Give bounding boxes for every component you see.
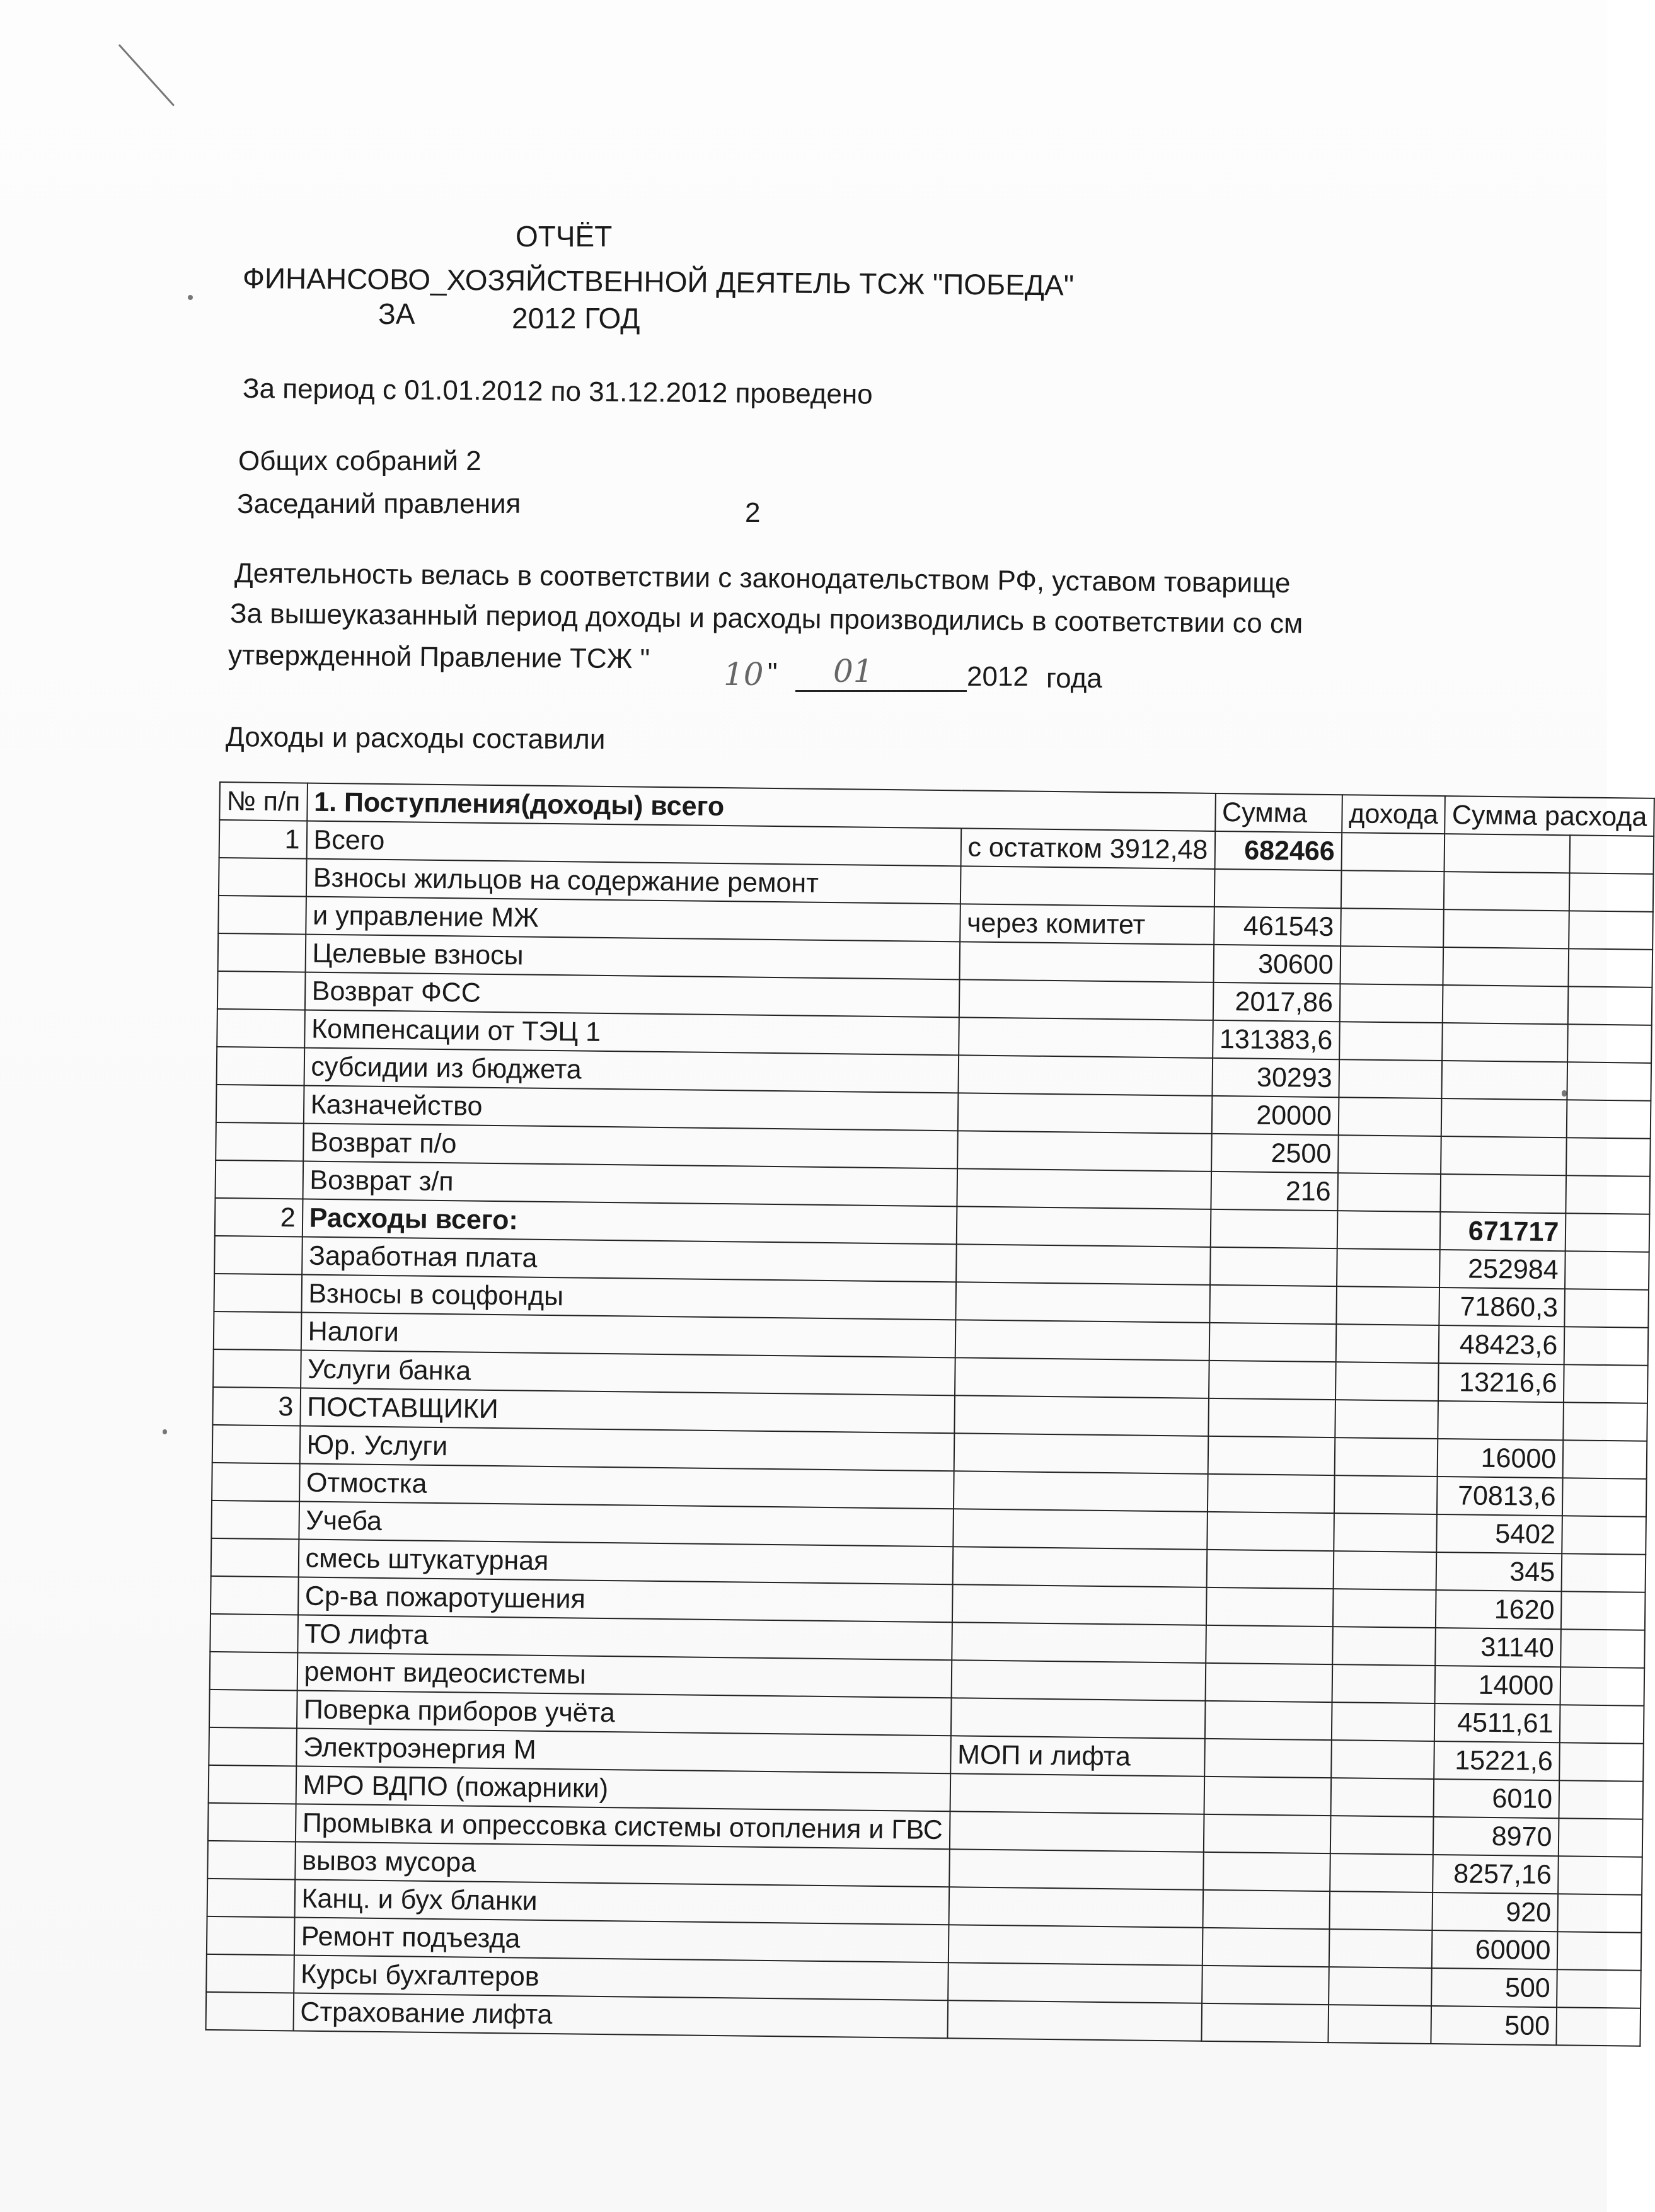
- income-extra: [1329, 1967, 1432, 2006]
- expense-extra: [1558, 1894, 1642, 1932]
- row-number: [217, 1009, 304, 1048]
- row-number: [214, 1274, 301, 1313]
- income-extra: [1333, 1551, 1436, 1590]
- income-amount: 30600: [1213, 945, 1341, 984]
- expense-amount: 16000: [1438, 1439, 1564, 1478]
- item-note: [956, 1206, 1211, 1247]
- income-extra: [1329, 1891, 1433, 1930]
- expense-extra: [1563, 1440, 1647, 1478]
- expense-extra: [1557, 1969, 1641, 2008]
- item-note: [953, 1509, 1208, 1550]
- row-number: [210, 1614, 297, 1653]
- expense-extra: [1561, 1629, 1645, 1668]
- board-meetings-value: 2: [745, 497, 761, 528]
- income-amount: [1206, 1587, 1333, 1627]
- income-extra: [1337, 1211, 1441, 1250]
- approved-year: 2012: [967, 661, 1029, 692]
- row-number: [208, 1803, 296, 1842]
- item-note: с остатком 3912,48: [960, 828, 1215, 869]
- expense-amount: 14000: [1435, 1666, 1561, 1705]
- report-title: ОТЧЁТ: [516, 220, 613, 253]
- item-name: Электроэнергия М: [296, 1728, 951, 1773]
- row-number: [216, 1085, 304, 1124]
- item-note: [959, 942, 1214, 982]
- expense-amount: [1444, 872, 1570, 911]
- expense-amount: 500: [1431, 1968, 1557, 2007]
- item-name: Курсы бухгалтеров: [294, 1955, 949, 2000]
- item-name: Ремонт подъезда: [294, 1917, 949, 1962]
- income-amount: [1206, 1625, 1333, 1664]
- expense-amount: [1443, 947, 1569, 986]
- income-extra: [1337, 1173, 1441, 1212]
- approved-quote: ": [768, 657, 778, 688]
- item-note: [956, 1244, 1211, 1285]
- item-note: [952, 1622, 1206, 1663]
- expense-amount: 671717: [1440, 1212, 1566, 1251]
- income-amount: [1207, 1474, 1334, 1513]
- row-number: [214, 1311, 301, 1351]
- expense-extra: [1560, 1705, 1644, 1743]
- expense-amount: [1442, 1023, 1568, 1062]
- expense-extra: [1566, 1175, 1650, 1214]
- income-extra: [1340, 984, 1443, 1023]
- row-number: [212, 1463, 299, 1502]
- expense-amount: 48423,6: [1439, 1325, 1565, 1364]
- expense-amount: 8257,16: [1433, 1855, 1559, 1894]
- income-amount: 131383,6: [1213, 1020, 1340, 1059]
- item-name: Целевые взносы: [305, 935, 960, 980]
- income-extra: [1332, 1702, 1435, 1741]
- expense-extra: [1564, 1364, 1647, 1403]
- expense-amount: 6010: [1434, 1779, 1560, 1818]
- income-amount: [1214, 869, 1341, 908]
- income-extra: [1340, 946, 1443, 985]
- row-number: [217, 1047, 304, 1086]
- row-number: [209, 1690, 297, 1729]
- income-amount: [1203, 1852, 1330, 1891]
- item-note: через комитет: [960, 904, 1214, 945]
- item-name: Возврат ФСС: [304, 972, 959, 1018]
- approved-prefix: утвержденной Правление ТСЖ ": [228, 640, 650, 675]
- report-subtitle: ФИНАНСОВО_ХОЗЯЙСТВЕННОЙ ДЕЯТЕЛЬ ТСЖ "ПОБЕДА": [242, 262, 1075, 302]
- item-name: ТО лифта: [297, 1615, 952, 1660]
- expense-amount: 8970: [1433, 1817, 1559, 1856]
- row-number: [206, 1954, 294, 1993]
- item-note: [957, 1168, 1211, 1209]
- expense-amount: 70813,6: [1437, 1477, 1563, 1516]
- row-number: [218, 896, 306, 935]
- income-extra: [1341, 832, 1445, 872]
- expense-extra: [1565, 1251, 1649, 1289]
- expense-extra: [1567, 1100, 1651, 1138]
- income-extra: [1337, 1248, 1440, 1287]
- income-amount: [1209, 1361, 1336, 1400]
- item-name: Казначейство: [303, 1086, 958, 1131]
- expense-extra: [1564, 1402, 1647, 1441]
- item-name: Возврат п/о: [303, 1124, 958, 1169]
- row-number: [211, 1538, 299, 1577]
- expense-amount: [1438, 1401, 1564, 1440]
- item-name: смесь штукатурная: [298, 1540, 953, 1585]
- expense-extra: [1559, 1818, 1642, 1857]
- income-extra: [1335, 1362, 1439, 1401]
- item-note: [959, 1017, 1213, 1058]
- income-amount: 20000: [1211, 1096, 1339, 1135]
- item-note: [960, 866, 1214, 907]
- item-name: Компенсации от ТЭЦ 1: [304, 1010, 959, 1056]
- expense-extra: [1561, 1591, 1645, 1630]
- expense-extra: [1569, 873, 1653, 911]
- item-name: Налоги: [301, 1313, 955, 1358]
- item-name: и управление МЖ: [306, 897, 960, 942]
- item-note: [957, 1093, 1212, 1134]
- expense-amount: [1445, 834, 1571, 873]
- expense-amount: 920: [1433, 1892, 1559, 1932]
- item-note: [959, 979, 1213, 1020]
- item-name: Всего: [306, 821, 961, 867]
- item-name: Отмостка: [299, 1464, 954, 1509]
- income-extra: [1330, 1853, 1433, 1892]
- row-number: [209, 1727, 296, 1766]
- item-name: Взносы в соцфонды: [301, 1275, 956, 1320]
- income-amount: [1202, 1966, 1329, 2005]
- income-extra: [1339, 1097, 1442, 1136]
- income-amount: [1204, 1701, 1332, 1740]
- report-year: 2012 ГОД: [512, 302, 640, 335]
- expense-extra: [1570, 835, 1654, 873]
- item-note: [949, 1849, 1204, 1890]
- activity-line-2: За вышеуказанный период доходы и расходы производились в соответствии со см: [229, 598, 1303, 640]
- income-amount: [1204, 1777, 1331, 1816]
- item-note: [950, 1773, 1204, 1814]
- income-extra: [1332, 1627, 1436, 1666]
- item-name: вывоз мусора: [295, 1841, 950, 1887]
- item-name: Канц. и бух бланки: [294, 1879, 949, 1925]
- item-note: [955, 1357, 1209, 1398]
- income-amount: 2500: [1211, 1134, 1339, 1173]
- income-amount: [1208, 1398, 1335, 1437]
- item-note: [949, 1887, 1203, 1928]
- income-amount: [1202, 1890, 1330, 1929]
- item-note: [948, 1962, 1202, 2003]
- scan-dot: [188, 295, 193, 300]
- income-extra: [1334, 1437, 1438, 1477]
- expense-extra: [1568, 986, 1652, 1025]
- item-name: субсидии из бюджета: [304, 1048, 959, 1093]
- income-extra: [1339, 1022, 1443, 1061]
- row-number: [207, 1879, 295, 1918]
- row-number: [218, 933, 306, 972]
- income-amount: [1202, 1928, 1329, 1967]
- expense-amount: [1443, 985, 1569, 1024]
- header-number: № п/п: [219, 782, 307, 821]
- income-amount: [1210, 1209, 1337, 1248]
- income-extra: [1328, 2005, 1431, 2044]
- item-note: [948, 1925, 1202, 1966]
- row-number: [206, 1992, 294, 2031]
- item-note: [958, 1055, 1213, 1096]
- income-amount: [1210, 1247, 1337, 1286]
- row-number: 2: [215, 1198, 303, 1237]
- item-note: [952, 1547, 1207, 1587]
- item-note: [954, 1433, 1208, 1474]
- header-amount: Сумма: [1215, 793, 1342, 832]
- item-name: Услуги банка: [301, 1351, 955, 1396]
- income-extra: [1338, 1135, 1441, 1174]
- expense-extra: [1562, 1553, 1646, 1592]
- row-number: [216, 1122, 303, 1161]
- income-amount: [1209, 1323, 1336, 1362]
- row-number: [207, 1916, 294, 1956]
- expense-extra: [1559, 1780, 1643, 1819]
- expense-extra: [1566, 1213, 1649, 1252]
- income-extra: [1339, 1059, 1442, 1098]
- board-meetings-label: Заседаний правления: [237, 488, 521, 519]
- item-name: Промывка и опрессовка системы отопления и ГВС: [296, 1804, 950, 1849]
- income-amount: 216: [1211, 1172, 1338, 1211]
- expense-extra: [1567, 1024, 1651, 1063]
- expense-amount: [1441, 1136, 1567, 1175]
- item-note: [947, 2000, 1202, 2041]
- row-number: [210, 1576, 298, 1615]
- expense-amount: 252984: [1439, 1250, 1566, 1289]
- income-extra: [1334, 1513, 1437, 1552]
- header-expense: Сумма расхода: [1445, 796, 1654, 836]
- row-number: 1: [219, 820, 307, 859]
- item-note: [951, 1660, 1206, 1701]
- income-extra: [1341, 870, 1445, 909]
- item-name: ПОСТАВЩИКИ: [300, 1388, 955, 1434]
- row-number: [213, 1349, 301, 1388]
- expense-amount: 71860,3: [1439, 1287, 1566, 1327]
- income-amount: 461543: [1214, 907, 1341, 946]
- income-extra: [1333, 1589, 1436, 1628]
- item-note: [957, 1131, 1212, 1172]
- income-amount: [1209, 1285, 1337, 1324]
- income-extra: [1334, 1475, 1438, 1514]
- expense-extra: [1569, 948, 1652, 987]
- row-number: [217, 971, 305, 1010]
- item-name: Учеба: [299, 1502, 954, 1547]
- item-name: Взносы жильцов на содержание ремонт: [306, 859, 961, 904]
- income-extra: [1332, 1664, 1435, 1703]
- expense-amount: 60000: [1432, 1930, 1558, 1969]
- expense-extra: [1565, 1289, 1649, 1327]
- report-period-prefix: ЗА: [378, 297, 415, 330]
- item-name: Заработная плата: [302, 1237, 957, 1282]
- income-extra: [1330, 1778, 1434, 1817]
- expense-extra: [1567, 1062, 1651, 1100]
- row-number: [211, 1501, 299, 1540]
- income-extra: [1331, 1740, 1434, 1779]
- expense-amount: [1444, 909, 1570, 948]
- approved-month-handwritten: 01: [833, 653, 874, 689]
- expense-amount: 15221,6: [1434, 1741, 1560, 1780]
- income-amount: 2017,86: [1213, 982, 1340, 1022]
- item-name: МРО ВДПО (пожарники): [296, 1766, 950, 1811]
- income-amount: [1206, 1550, 1334, 1589]
- header-income: дохода: [1342, 795, 1445, 834]
- header-income-title: 1. Поступления(доходы) всего: [307, 783, 1216, 831]
- item-note: [951, 1698, 1206, 1739]
- expense-amount: [1441, 1174, 1567, 1213]
- row-number: [214, 1236, 302, 1275]
- expense-amount: 345: [1436, 1552, 1562, 1591]
- expense-extra: [1564, 1327, 1648, 1365]
- income-extra: [1330, 1816, 1434, 1855]
- expense-amount: 4511,61: [1434, 1703, 1560, 1743]
- income-extra: [1336, 1286, 1439, 1325]
- expense-extra: [1569, 911, 1652, 949]
- item-note: МОП и лифта: [950, 1736, 1205, 1777]
- expense-amount: 5402: [1437, 1514, 1563, 1553]
- activity-line-1: Деятельность велась в соответствии с законодательством РФ, уставом товарище: [234, 558, 1291, 599]
- income-extra: [1336, 1324, 1439, 1363]
- item-name: Страхование лифта: [293, 1993, 948, 2038]
- item-name: Возврат з/п: [303, 1161, 957, 1207]
- expense-extra: [1558, 1856, 1642, 1894]
- income-extra: [1335, 1400, 1438, 1439]
- row-number: [207, 1841, 295, 1880]
- income-amount: 682466: [1214, 831, 1342, 870]
- scan-pen-mark: [118, 44, 175, 107]
- item-note: [955, 1282, 1210, 1323]
- item-note: [952, 1584, 1207, 1625]
- expense-amount: [1442, 1061, 1568, 1100]
- expense-extra: [1557, 1932, 1641, 1970]
- finance-table: [205, 781, 1655, 2047]
- income-extra: [1329, 1929, 1433, 1968]
- item-name: ремонт видеосистемы: [297, 1652, 952, 1698]
- income-amount: 30293: [1212, 1058, 1339, 1097]
- expense-amount: [1441, 1098, 1567, 1138]
- summary-line: Доходы и расходы составили: [225, 722, 606, 756]
- row-number: [209, 1765, 296, 1804]
- item-name: Поверка приборов учёта: [297, 1690, 952, 1736]
- row-number: [210, 1652, 297, 1691]
- income-extra: [1341, 908, 1444, 947]
- expense-extra: [1562, 1516, 1646, 1554]
- income-amount: [1204, 1739, 1332, 1778]
- row-number: [212, 1425, 300, 1464]
- item-note: [954, 1471, 1208, 1512]
- expense-extra: [1562, 1478, 1646, 1516]
- item-name: Ср-ва пожаротушения: [298, 1577, 953, 1623]
- expense-extra: [1560, 1667, 1644, 1705]
- row-number: 3: [212, 1387, 300, 1426]
- income-amount: [1207, 1512, 1334, 1551]
- expense-extra: [1566, 1138, 1650, 1176]
- row-number: [219, 858, 306, 897]
- date-underline: [795, 690, 967, 692]
- scan-dot: [163, 1429, 167, 1434]
- expense-amount: 13216,6: [1438, 1363, 1564, 1402]
- income-amount: [1208, 1436, 1335, 1475]
- expense-amount: 1620: [1436, 1590, 1562, 1629]
- expense-amount: 31140: [1436, 1628, 1562, 1667]
- income-amount: [1201, 2003, 1329, 2042]
- row-number: [216, 1160, 303, 1199]
- expense-extra: [1557, 2007, 1641, 2046]
- approved-day-handwritten: 10: [724, 656, 764, 693]
- item-name: Юр. Услуги: [299, 1426, 954, 1472]
- income-amount: [1203, 1814, 1330, 1853]
- expense-extra: [1559, 1743, 1643, 1781]
- approved-suffix: года: [1046, 663, 1102, 694]
- general-meetings: Общих собраний 2: [238, 446, 482, 476]
- item-name: Расходы всего:: [302, 1199, 957, 1245]
- income-amount: [1205, 1663, 1332, 1702]
- expense-amount: 500: [1431, 2006, 1557, 2045]
- item-note: [949, 1811, 1204, 1852]
- item-note: [954, 1395, 1209, 1436]
- item-note: [955, 1320, 1209, 1361]
- period-line: За период с 01.01.2012 по 31.12.2012 проведено: [242, 373, 873, 410]
